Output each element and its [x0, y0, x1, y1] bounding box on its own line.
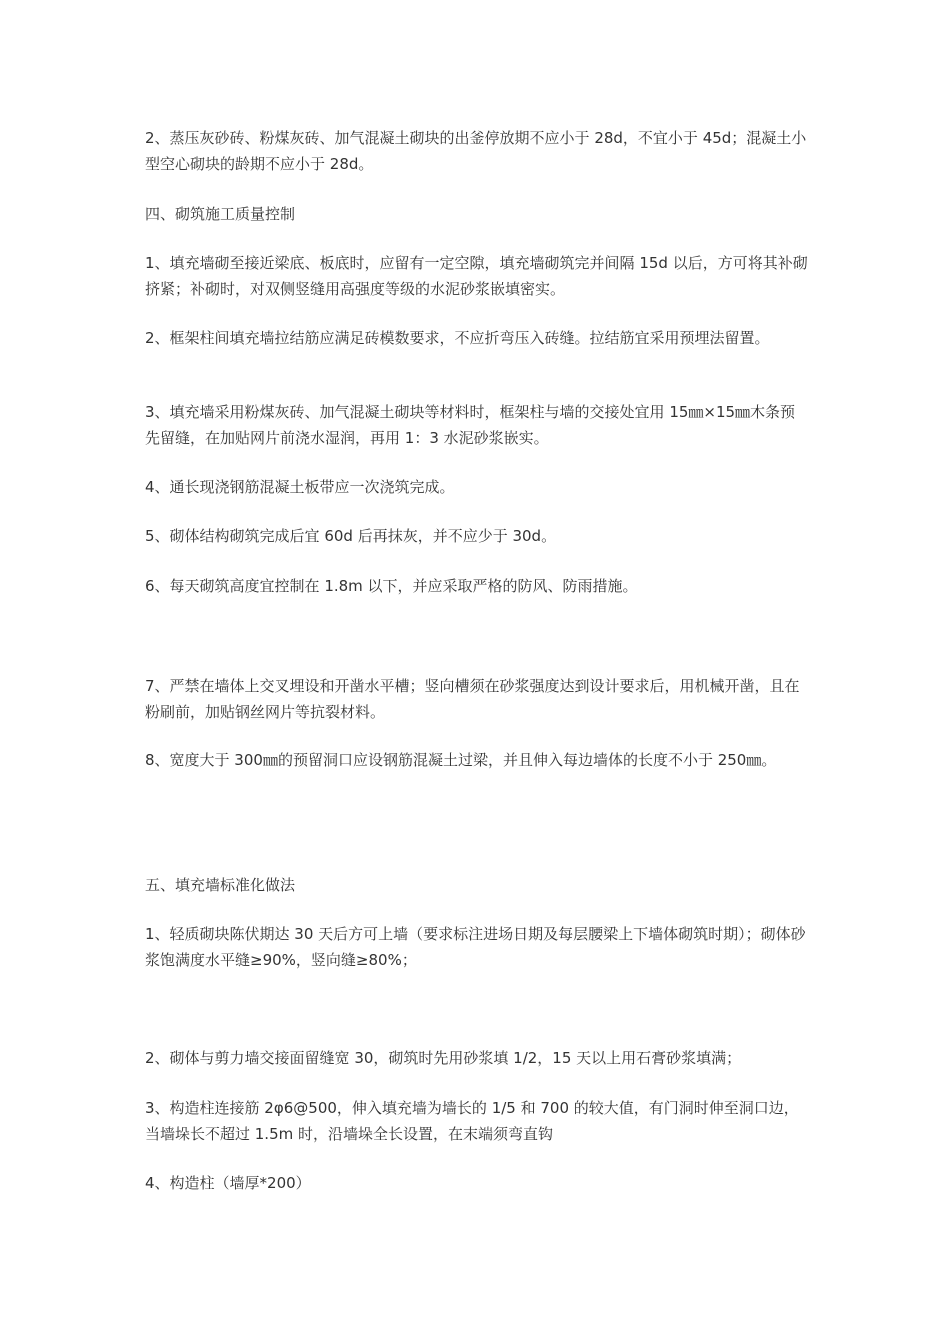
section-heading-5: 五、填充墙标准化做法 — [145, 876, 296, 894]
paragraph-item-4: 4、通长现浇钢筋混凝土板带应一次浇筑完成。 — [145, 478, 455, 496]
paragraph-std-1: 1、轻质砌块陈伏期达 30 天后方可上墙（要求标注进场日期及每层腰梁上下墙体砌筑时期）；砌体砂浆饱满度水平缝≥90%，竖向缝≥80%； — [145, 925, 806, 969]
paragraph-item-1: 1、填充墙砌至接近梁底、板底时，应留有一定空隙，填充墙砌筑完并间隔 15d 以后，方可将其补砌挤紧；补砌时，对双侧竖缝用高强度等级的水泥砂浆嵌填密实。 — [145, 254, 808, 298]
paragraph-item-3: 3、填充墙采用粉煤灰砖、加气混凝土砌块等材料时，框架柱与墙的交接处宜用 15㎜×15㎜木条预先留缝，在加贴网片前浇水湿润，再用 1：3 水泥砂浆嵌实。 — [145, 403, 796, 447]
paragraph-item-6: 6、每天砌筑高度宜控制在 1.8m 以下，并应采取严格的防风、防雨措施。 — [145, 577, 638, 595]
paragraph-item-8: 8、宽度大于 300㎜的预留洞口应设钢筋混凝土过梁，并且伸入每边墙体的长度不小于 250㎜。 — [145, 751, 777, 769]
paragraph-std-3: 3、构造柱连接筋 2φ6@500，伸入填充墙为墙长的 1/5 和 700 的较大值，有门洞时伸至洞口边，当墙垛长不超过 1.5m 时，沿墙垛全长设置，在末端须弯直钩 — [145, 1099, 799, 1143]
paragraph-item-5: 5、砌体结构砌筑完成后宜 60d 后再抹灰，并不应少于 30d。 — [145, 527, 557, 545]
paragraph-item-2: 2、框架柱间填充墙拉结筋应满足砖模数要求，不应折弯压入砖缝。拉结筋宜采用预埋法留置。 — [145, 329, 770, 347]
paragraph-std-4: 4、构造柱（墙厚*200） — [145, 1174, 311, 1192]
section-heading-4: 四、砌筑施工质量控制 — [145, 205, 296, 223]
paragraph-item-7: 7、严禁在墙体上交叉埋设和开凿水平槽；竖向槽须在砂浆强度达到设计要求后，用机械开凿，且在粉刷前，加贴钢丝网片等抗裂材料。 — [145, 677, 800, 721]
paragraph-std-2: 2、砌体与剪力墙交接面留缝宽 30，砌筑时先用砂浆填 1/2，15 天以上用石膏砂浆填满； — [145, 1049, 742, 1067]
paragraph-curing-period: 2、蒸压灰砂砖、粉煤灰砖、加气混凝土砌块的出釜停放期不应小于 28d，不宜小于 45d；混凝土小型空心砌块的龄期不应小于 28d。 — [145, 129, 807, 173]
